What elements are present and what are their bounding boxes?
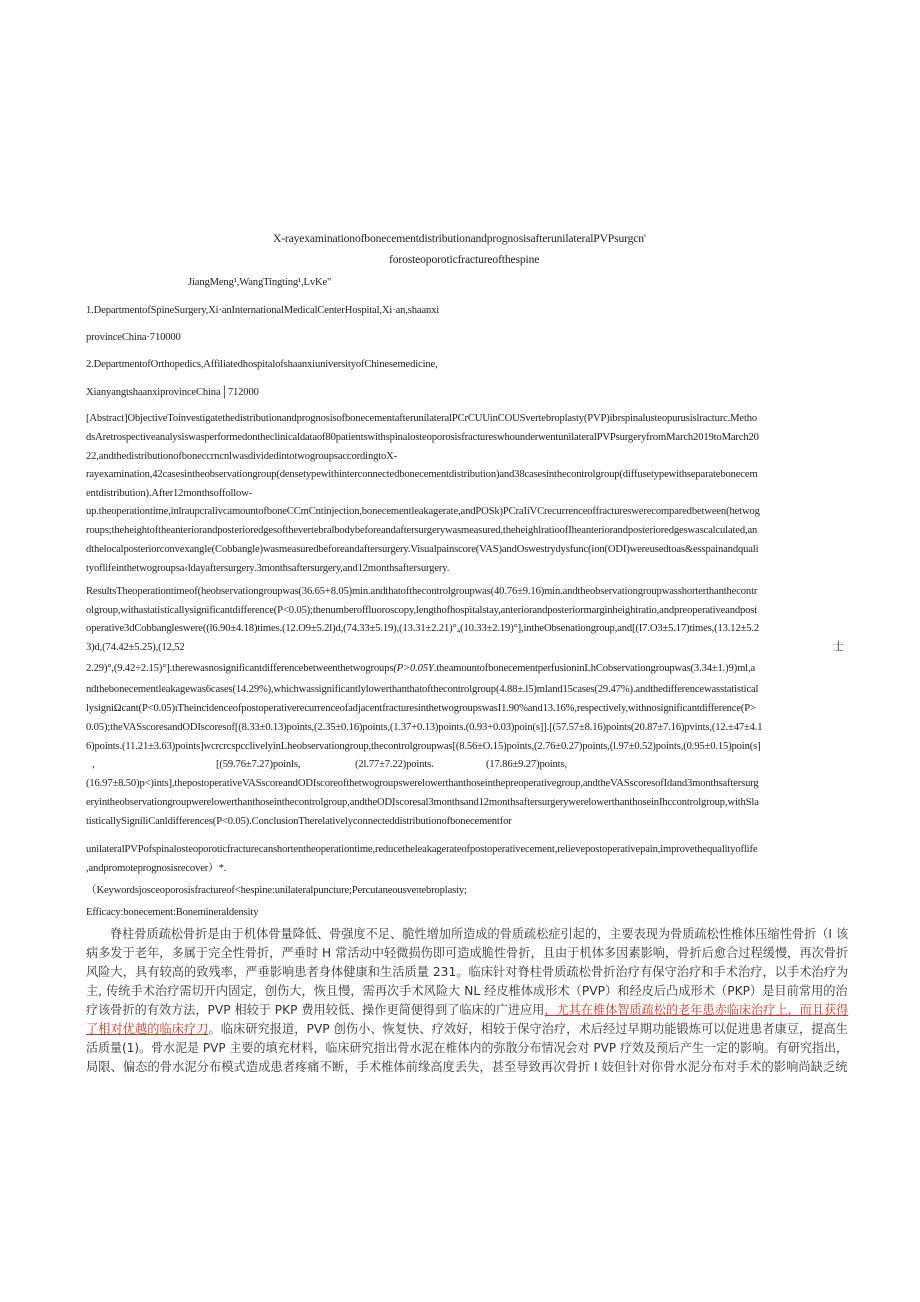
affiliation-2-line-2: XianyangtshaanxiprovinceChina│712000 bbox=[86, 387, 259, 398]
abstract-line-fragment: [(59.76±7.27)poinls, bbox=[216, 759, 301, 770]
title-line-2: forosteoporoticfractureofthespine bbox=[389, 253, 540, 266]
abstract-results-line: ResultsTheoperationtimeof(heobservationgroupwas(36.65+8.05)min.andthatofthecontrolgroupwas(40.76±9.16)min.andtheobservationgroupwasshorterthanthecontr bbox=[86, 586, 758, 597]
abstract-line: unilateralPVPofspinalosteoporoticfracturecanshortentheoperationtime,reducetheleakagerateofpostoperativecement,relievepostoperativepain,improvethequalityoflife bbox=[86, 844, 758, 855]
affiliation-1-line-1: 1.DepartmentofSpineSurgery,Xi·anInternationalMedicalCenterHospital,Xi·an,shaanxi bbox=[86, 305, 440, 316]
abstract-line: up.theoperationtime,inlraupcralivcamountofboneCCmCntinjection,bonecementleakagerate,andPOSk)PCraIiVCrecurrenceoffractureswerecomparedbetween(hetwog bbox=[86, 506, 760, 517]
title-line-1: X-rayexaminationofbonecementdistributionandprognosisafterunilateralPVPsurgcn' bbox=[273, 232, 646, 245]
affiliation-2-line-1: 2.DepartmentofOrthopedics,AffiliatedhospitalofshaanxiuniversityofChinesemedicine, bbox=[86, 359, 438, 370]
body-text: 。临床研究报道，PVP 创伤小、恢复快、疗效好，相较于保守治疗，术后经过早期功能锻炼可以促进患者康豆，提高生 bbox=[208, 1021, 849, 1036]
body-paragraph-line: 主, 传统手术治疗需切开内固定，创伤大，恢且慢，需再次手术风险大 NL 经皮椎体成形术（PVP）和经皮后凸成形术（PKP）是目前常用的治 bbox=[86, 983, 848, 998]
abstract-line: ndthebonecementleakagewas6cases(14.29%),whichwassignificantlylowerthanthatofthecontrolgroup(4.88±.l5)mland15cases(29.47%).andthedifferencewasstatistical bbox=[86, 684, 759, 695]
abstract-line: entdistribution).After12monthsoffollow- bbox=[86, 488, 253, 499]
abstract-line-fragment: , bbox=[92, 759, 95, 770]
abstract-line-fragment: (2l.77±7.22)points. bbox=[355, 759, 434, 770]
abstract-line: dsAretrospectiveanalysiswasperformedontheclinicaldataof80patientswithspinalosteoporosisfractureswhounderwentunilateralPVPsurgeryfromMarch2019toMarch20 bbox=[86, 432, 759, 443]
highlighted-text: ，尤其在椎体智质疏松的老年患赤临床治疗上，而且获得 bbox=[544, 1002, 849, 1017]
body-paragraph-line: 局限、偏态的骨水泥分布模式造成患者疼痛不断，手术椎体前缘高度丢失，甚至导致再次骨折 I 妓但针对你骨水泥分布对手术的影响尚缺乏统 bbox=[86, 1059, 848, 1074]
highlighted-text: 了相对优越的临床疗刀 bbox=[86, 1021, 209, 1036]
abstract-line: 22,andthedistributionofboneccrncnlwasdividedintotwogroupsaccordingtoX- bbox=[86, 451, 398, 462]
abstract-line: rayexamination,42casesintheobservationgroup(densetypewithinterconnectedbonecementdistribution)and38casesinthecontrolgroup(diffusetypewithseparatebonecem bbox=[86, 469, 758, 480]
abstract-line: [Abstract]ObjectiveToinvestigatethedistributionandprognosisofbonecementafterunilateralPCrCUUinCOUSvertebroplasty(PVP)ibrspinalusteopurusislracturc.Metho bbox=[86, 413, 758, 424]
body-text: 疗该骨折的有效方法，PVP 相较于 PKP 费用较低、操作更简便得到了临床的广进应用 bbox=[86, 1002, 545, 1017]
abstract-line: roups;theheightoftheanteriorandposterioredgesofthevertebralbodybeforeandaftersurgerywasmeasured,theheighlratioofIheanteriorandposterioredgeswascalculated,an bbox=[86, 525, 758, 536]
abstract-line: olgroup,withastatisticallysignificantdifference(P<0.05);thenumberoffluoroscopy,lengthofhospitalstay,anteriorandposteriormarginheightratio,andpreoperativeandpost bbox=[86, 605, 758, 616]
abstract-line-fragment: (17.86±9.27)points, bbox=[486, 759, 567, 770]
abstract-line: 3)d,(74.42±5.25),(12,52 bbox=[86, 642, 185, 653]
body-paragraph-line bbox=[86, 1020, 848, 1038]
abstract-line: 6)points.(11.21±3.63)points]wcrcrcspcclivelyinLheobservationgroup,thecontrolgroupwas[(8.56±O.15)points,(2.76±0.27)points,(l.97±0.52)points,(0.95±0.15)poin(s] bbox=[86, 741, 761, 752]
abstract-text: 2.29)°,(9.42÷2.15)°].therewasnosignificantdifferencebetweenthetwogroups bbox=[86, 663, 394, 674]
abstract-line: 0.05);theVASscoresandODIscoresof[(8.33±0.13)points,(2.35±0.16)points,(1.37+0.13)points.(0.93+0.03)poin(s]].[(57.57±8.16)points(20.87±7.16)pvints,(12.±47±4.1 bbox=[86, 722, 763, 733]
abstract-line-end-mark: 士 bbox=[833, 642, 844, 653]
body-paragraph-line: 脊柱骨质疏松骨折是由于机体骨量降低、骨强度不足、脆性增加所造成的骨质疏松症引起的，主要表现为骨质疏松性椎体压缩性骨折（I 该 bbox=[110, 926, 849, 941]
authors: JiangMeng¹,WangTingting¹,LvKe" bbox=[188, 277, 332, 288]
body-paragraph-line: 风险大，具有较高的致残率，严垂影响患者身体健康和生活质量 231。临床针对脊柱骨质疏松骨折治疗有保守治疗和手术治疗，以手术治疗为 bbox=[86, 964, 849, 979]
abstract-text: .theamountofbonecementperfusioninLhCobservationgroupwas(3.34±1.)9)ml,a bbox=[433, 663, 756, 674]
keywords-line-2: Efficacy:bonecement:Bonemineraldensity bbox=[86, 907, 259, 918]
abstract-line: tyoflifeinthetwogroupsa‹ldayaftersurgery.3monthsaftersurgery,and12monthsaftersurgery. bbox=[86, 563, 450, 574]
abstract-line: eryintheobservationgroupwerelowerthanthoseinthecontrolgroup,andtheODIscoresal3monthsand12monthsaftersurgerywerelowerthanthoseinIhccontrolgroup,withSla bbox=[86, 797, 759, 808]
abstract-line: lysigniΩcant(P<0.05)ιTheincidenceofpostoperativerecurrenceofadjacentfracturesinthetwogroupswasI1.90%and13.16%,respectively,withnosignificantdifference(P> bbox=[86, 703, 756, 714]
body-paragraph-line: 病多发于老年，多属于完全性骨折，严垂时 H 常活动中轻微损伤即可造成脆性骨折，且由于机体多因素影响，骨折后愈合过程缓慢，再次骨折 bbox=[86, 945, 849, 960]
abstract-line: operative3dCobbangleswere((l6.90±4.18)times.(12.O9±5.2l)d,(74.33±5.19),(13.31±2.21)°₄(10.33±2.19)°],intheObsenationgroup,and[(I7.O3±5.17)times,(13.12±5.2 bbox=[86, 623, 760, 634]
abstract-line: dthelocalposteriorconvexangle(Cobbangle)wasmeasuredbeforeandaftersurgery.Visualpainscore(VAS)andOswestrydysfunc(ion(ODI)wereusedtoas&esspainandquali bbox=[86, 544, 759, 555]
keywords-line-1: （Keywordsjosceoporosisfractureof<hespine:unilateralpuncture;Percutaneousveπebroplasty; bbox=[86, 885, 467, 896]
abstract-line: ,andpromoteprognosisrecover）*. bbox=[86, 863, 227, 874]
abstract-line: (16.97±8.50)p<)ints],thepostoperativeVASscoreandODIscoreofthetwogroupswerelowerthanthoseinthepreoperativegroup,andtheVASscoresofIdand3monthsaftersurg bbox=[86, 778, 759, 789]
abstract-conclusion-line: tisticallySigniliCanldifferences(P<0.05).ConclusionTherelativelyconnecteddistributionofbonecementfor bbox=[86, 816, 512, 827]
affiliation-1-line-2: provinceChina·710000 bbox=[86, 332, 181, 343]
abstract-pvalue: (P>0.05Y bbox=[393, 663, 434, 674]
body-paragraph-line: 活质量(1)。骨水泥是 PVP 主要的填充材料，临床研究指出骨水泥在椎体内的弥散分布情况会对 PVP 疗效及预后产生一定的影响。有研究指出， bbox=[86, 1040, 848, 1055]
body-paragraph-line bbox=[86, 1001, 848, 1019]
abstract-line bbox=[86, 662, 755, 676]
